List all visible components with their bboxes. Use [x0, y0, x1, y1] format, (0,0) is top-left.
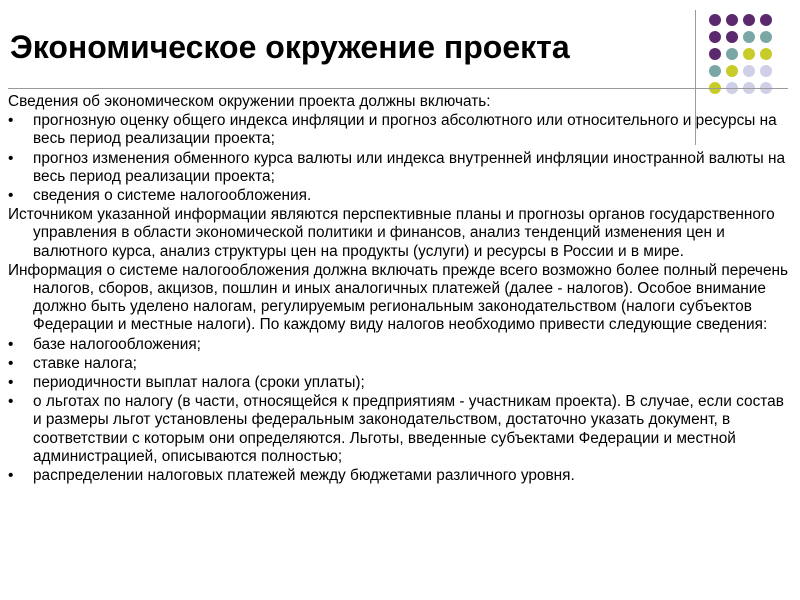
list-item [8, 393, 792, 466]
list-item [8, 336, 792, 354]
slide-body [8, 93, 792, 486]
decorative-dot [709, 14, 721, 26]
list-item-text: распределении налоговых платежей между бюджетами различного уровня. [33, 467, 575, 485]
list-item [8, 187, 792, 205]
bullet-icon: • [8, 149, 14, 167]
decorative-dot [726, 65, 738, 77]
list-item-text: о льготах по налогу (в части, относящейся к предприятиям - участникам проекта). В случае, если состав и размеры льгот установлены федеральным законодательством, достаточно указать документ, в соответствии с которым они определяются. Льготы, введенные субъектами Федерации и местной администрацией, описываются полностью; [33, 393, 784, 465]
list-item-text: базе налогообложения; [33, 335, 201, 353]
decorative-dot [760, 14, 772, 26]
tax-info-paragraph: Информация о системе налогообложения должна включать прежде всего возможно более полный перечень налогов, сборов, акцизов, пошлин и иных аналогичных платежей (далее - налогов). Особое внимание должно быть уделено налогам, регулируемым региональным законодательством (налоги субъектов Федерации и местные налоги). По каждому виду налогов необходимо привести следующие сведения: [8, 261, 789, 334]
decorative-dot [760, 48, 772, 60]
decorative-dot [709, 65, 721, 77]
bullet-icon: • [8, 374, 14, 392]
list-item-text: сведения о системе налогообложения. [33, 187, 312, 205]
decorative-dot [709, 48, 721, 60]
bullet-icon: • [8, 335, 14, 353]
title-underline [8, 88, 788, 89]
decorative-dot [743, 14, 755, 26]
list-item-text: прогноз изменения обменного курса валюты или индекса внутренней инфляции иностранной валюты на весь период реализации проекта; [33, 149, 786, 185]
decorative-dot [726, 48, 738, 60]
decorative-dot [760, 65, 772, 77]
list-item [8, 112, 792, 148]
list-item [8, 467, 792, 485]
intro-text: Сведения об экономическом окружении проекта должны включать: [8, 93, 491, 110]
decorative-dot [760, 31, 772, 43]
bullet-icon: • [8, 467, 14, 485]
decorative-dot [726, 31, 738, 43]
list-item [8, 355, 792, 373]
list-item [8, 150, 792, 186]
bullet-icon: • [8, 187, 14, 205]
decorative-dot [726, 14, 738, 26]
list-item-text: прогнозную оценку общего индекса инфляции и прогноз абсолютного или относительного и ресурсы на весь период реализации проекта; [33, 112, 777, 148]
decorative-dot [743, 48, 755, 60]
decorative-dot [743, 65, 755, 77]
list-item-text: периодичности выплат налога (сроки уплаты); [33, 374, 365, 392]
bullet-icon: • [8, 354, 14, 372]
bullet-icon: • [8, 112, 14, 130]
list-item-text: ставке налога; [33, 354, 137, 372]
list-item [8, 374, 792, 392]
decorative-dot [709, 31, 721, 43]
decorative-dot [743, 31, 755, 43]
sources-paragraph: Источником указанной информации являются перспективные планы и прогнозы органов государственного управления в области экономической политики и финансов, анализ тенденций изменения цен и валютного курса, анализ структуры цен на продукты (услуги) и ресурсы в России и в мире. [8, 206, 775, 260]
bullet-icon: • [8, 393, 14, 411]
slide-title: Экономическое окружение проекта [10, 29, 570, 65]
